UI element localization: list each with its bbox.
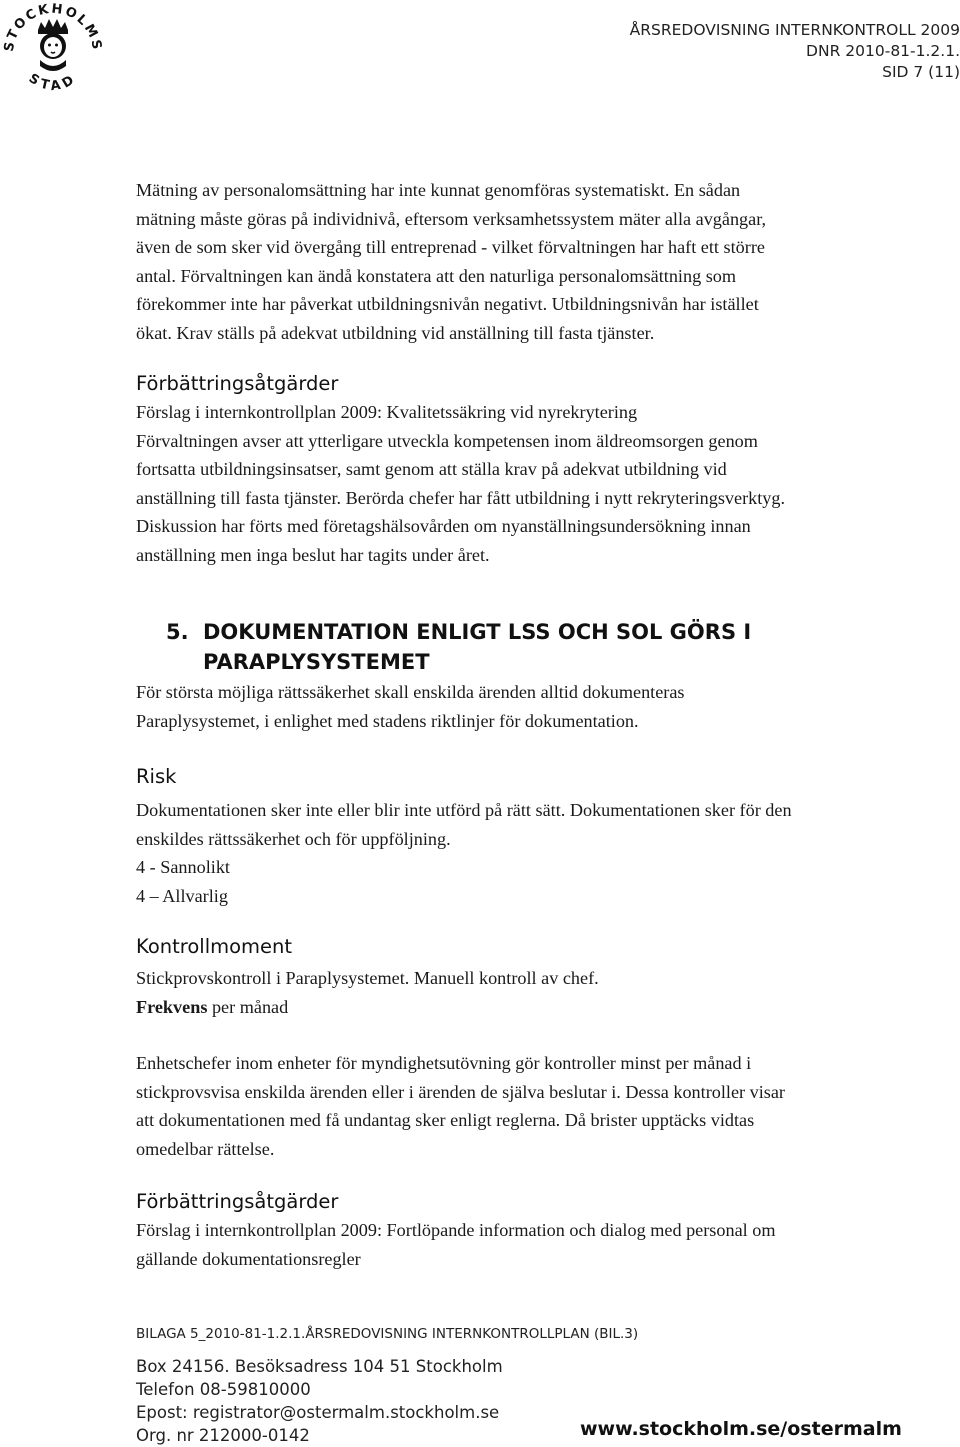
section-heading: Risk (136, 765, 177, 788)
text-line: Förvaltningen avser att ytterligare utveckla kompetensen inom äldreomsorgen genom (136, 430, 758, 451)
text-line: Förslag i internkontrollplan 2009: Kvalitetssäkring vid nyrekrytering (136, 402, 638, 422)
text-line: Dokumentationen sker inte eller blir inte utförd på rätt sätt. Dokumentationen sker för den (136, 800, 792, 820)
text-line: För största möjliga rättssäkerhet skall enskilda ärenden alltid dokumenteras (136, 682, 685, 702)
section-heading: Kontrollmoment (136, 935, 293, 958)
text-line: anställning till fasta tjänster. Berörda chefer har fått utbildning i nytt rekryteringsverktyg. (136, 487, 786, 508)
section-5-title (166, 617, 886, 677)
logo-text-bottom: STAD (25, 71, 81, 95)
frequency-value: per månad (207, 996, 289, 1017)
risk-section (136, 763, 916, 910)
text-line: Stickprovskontroll i Paraplysystemet. Manuell kontroll av chef. (136, 968, 599, 988)
section-heading: Förbättringsåtgärder (136, 1190, 339, 1213)
text-line: mätning måste göras på individnivå, eftersom verksamhetssystem mäter alla avgångar, (136, 208, 767, 229)
footer-phone: Telefon 08-59810000 (136, 1380, 311, 1399)
text-line: att dokumentationen med få undantag sker enligt reglerna. Då brister upptäcks vidtas (136, 1110, 755, 1131)
text-line: stickprovsvisa enskilda ärenden eller i ärenden de själva beslutar i. Dessa kontroller visar (136, 1081, 785, 1102)
improvement-section-1 (136, 370, 916, 570)
text-line: fortsatta utbildningsinsatser, samt genom att ställa krav på adekvat utbildning vid (136, 459, 727, 480)
attachment-reference: BILAGA 5_2010-81-1.2.1.ÅRSREDOVISNING INTERNKONTROLLPLAN (BIL.3) (136, 1326, 639, 1342)
text-line: Mätning av personalomsättning har inte kunnat genomföras systematiskt. En sådan (136, 180, 741, 200)
text-line: Förslag i internkontrollplan 2009: Fortlöpande information och dialog med personal om (136, 1220, 776, 1240)
footer-email[interactable]: Epost: registrator@ostermalm.stockholm.se (136, 1403, 500, 1422)
control-section (136, 933, 916, 1164)
footer-contact (136, 1355, 503, 1447)
section-title-line: PARAPLYSYSTEMET (203, 650, 430, 674)
footer-website-link[interactable]: www.stockholm.se/ostermalm (580, 1418, 902, 1440)
text-line: antal. Förvaltningen kan ändå konstatera att den naturliga personalomsättning som (136, 265, 737, 286)
text-line: Paraplysystemet, i enlighet med stadens riktlinjer för dokumentation. (136, 710, 639, 731)
text-line: anställning men inga beslut har tagits under året. (136, 544, 490, 565)
text-line: även de som sker vid övergång till entreprenad - vilket förvaltningen har haft ett större (136, 237, 765, 258)
svg-text:STAD (26, 71, 80, 94)
improvement-section-2 (136, 1188, 916, 1273)
text-line: förekommer inte har påverkat utbildningsnivån negativt. Utbildningsnivån har istället (136, 294, 759, 315)
frequency-label: Frekvens (136, 996, 208, 1017)
text-line: Diskussion har förts med företagshälsovården om nyanställningsundersökning innan (136, 516, 751, 537)
text-line: 4 - Sannolikt (136, 857, 230, 878)
text-line: enskildes rättssäkerhet och för uppföljning. (136, 828, 451, 849)
section-heading: Förbättringsåtgärder (136, 372, 339, 395)
footer-address: Box 24156. Besöksadress 104 51 Stockholm (136, 1357, 503, 1376)
section-5-intro (136, 678, 916, 735)
section-number: 5. (166, 620, 189, 644)
text-line: Enhetschefer inom enheter för myndighetsutövning gör kontroller minst per månad i (136, 1053, 752, 1074)
report-title: ÅRSREDOVISNING INTERNKONTROLL 2009 (629, 21, 960, 39)
intro-paragraph (136, 176, 916, 348)
frequency-line (136, 993, 916, 1022)
page-number: SID 7 (11) (882, 63, 960, 81)
text-line: gällande dokumentationsregler (136, 1248, 361, 1269)
section-title-line: DOKUMENTATION ENLIGT LSS OCH SOL GÖRS I (203, 620, 752, 644)
text-line: ökat. Krav ställs på adekvat utbildning vid anställning till fasta tjänster. (136, 322, 655, 343)
page-header (630, 20, 960, 83)
text-line: omedelbar rättelse. (136, 1138, 275, 1159)
text-line: 4 – Allvarlig (136, 885, 228, 906)
logo-text-top: STOCKHOLMS (1, 1, 105, 53)
stockholm-crest-icon (0, 0, 106, 106)
dnr-number: DNR 2010-81-1.2.1. (806, 42, 960, 60)
footer-orgnr: Org. nr 212000-0142 (136, 1426, 310, 1445)
